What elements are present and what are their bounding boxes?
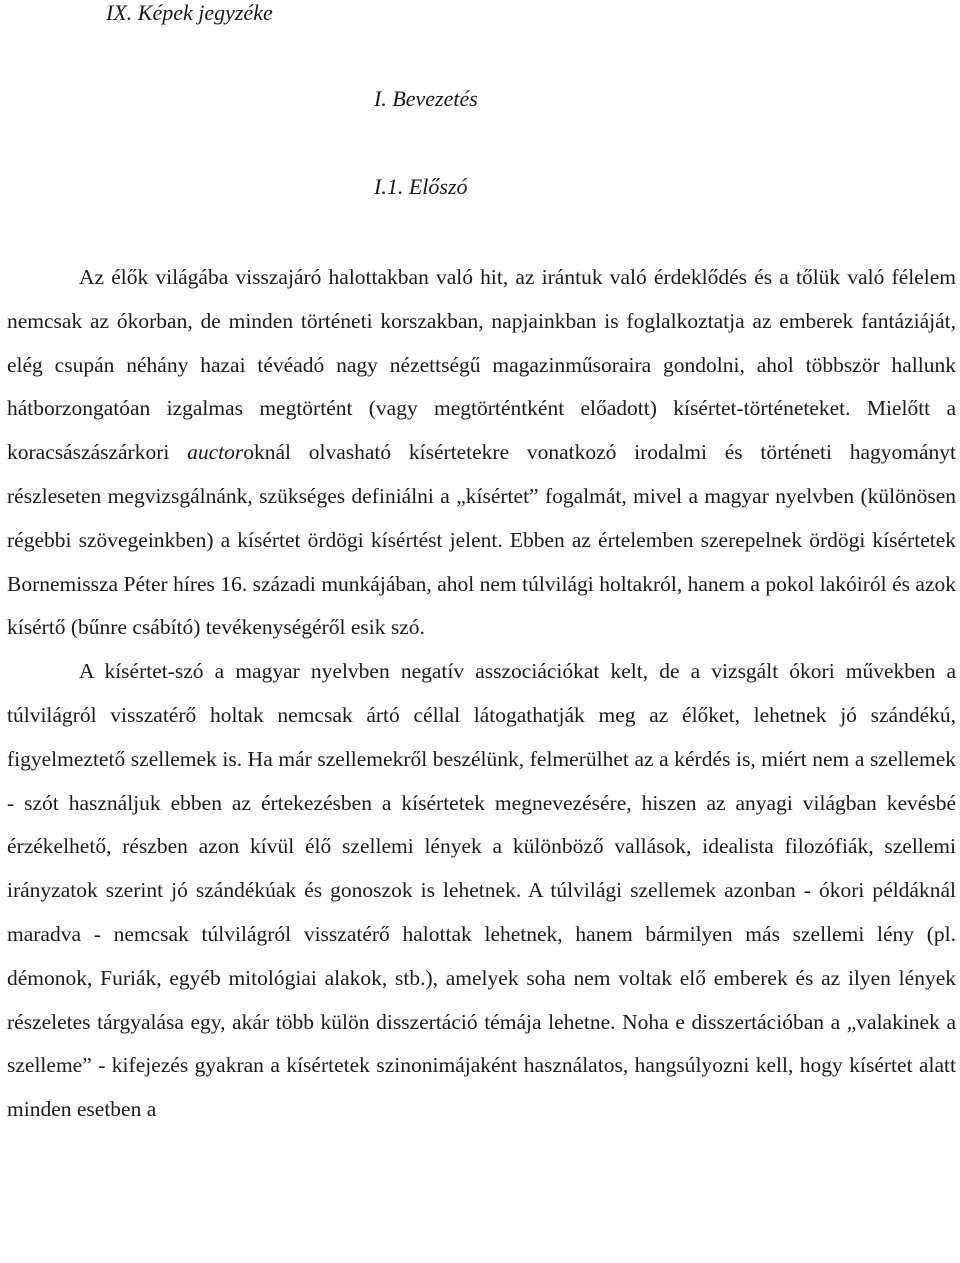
body-text [7,256,956,1132]
toc-entry-foreword: I.1. Előszó [374,174,468,199]
paragraph-2: A kísértet-szó a magyar nyelvben negatív asszociációkat kelt, de a vizsgált ókori művekben a túlvilágról visszatérő holtak nemcsak ártó céllal látogathatják meg az élőket, lehetnek jó szándékú, figyelmeztető szellemek is. Ha már szellemekről beszélünk, felmerülhet az a kérdés is, miért nem a szellemek - szót használjuk ebben az értekezésben a kísértetek megnevezésére, hiszen az anyagi világban kevésbé érzékelhető, részben azon kívül élő szellemi lények a különböző vallások, idealista filozófiák, szellemi irányzatok szerint jó szándékúak és gonoszok is lehetnek. A túlvilági szellemek azonban - ókori példáknál maradva - nemcsak túlvilágról visszatérő halottak lehetnek, hanem bármilyen más szellemi lény (pl. démonok, Furiák, egyéb mitológiai alakok, stb.), amelyek soha nem voltak elő emberek és az ilyen lények részeletes tárgyalása egy, akár több külön disszertáció témája lehetne. Noha e disszertációban a „valakinek a szelleme” - kifejezés gyakran a kísértetek szinonimájaként használatos, hangsúlyozni kell, hogy kísértet alatt minden esetben a [7,659,956,1122]
paragraph-1-text-b: oknál olvasható kísértetekre vonatkozó irodalmi és történeti hagyományt részleseten megvizsgálnánk, szükséges definiálni a „kísértet” fogalmát, mivel a magyar nyelvben (különösen régebbi szövegeinkben) a kísértet ördögi kísértést jelent. Ebben az értelemben szerepelnek ördögi kísértetek Bornemissza Péter híres 16. századi munkájában, ahol nem túlvilági holtakról, hanem a pokol lakóiról és azok kísértő (bűnre csábító) tevékenységéről esik szó. [7,440,956,640]
toc-entry-list-of-figures: IX. Képek jegyzéke [106,0,273,25]
toc-entry-introduction: I. Bevezetés [374,86,478,111]
paragraph-1-italic-term: auctor [187,440,244,465]
paragraph-1-text-a: Az élők világába visszajáró halottakban való hit, az irántuk való érdeklődés és a tőlük való félelem nemcsak az ókorban, de minden történeti korszakban, napjainkban is foglalkoztatja az emberek fantáziáját, elég csupán néhány hazai tévéadó nagy nézettségű magazinműsoraira gondolni, ahol többször hallunk hátborzongatóan izgalmas megtörtént (vagy megtörténtként előadott) kísértet-történeteket. Mielőtt a koracsászászárkori [7,265,956,465]
paragraph-1 [7,256,956,650]
